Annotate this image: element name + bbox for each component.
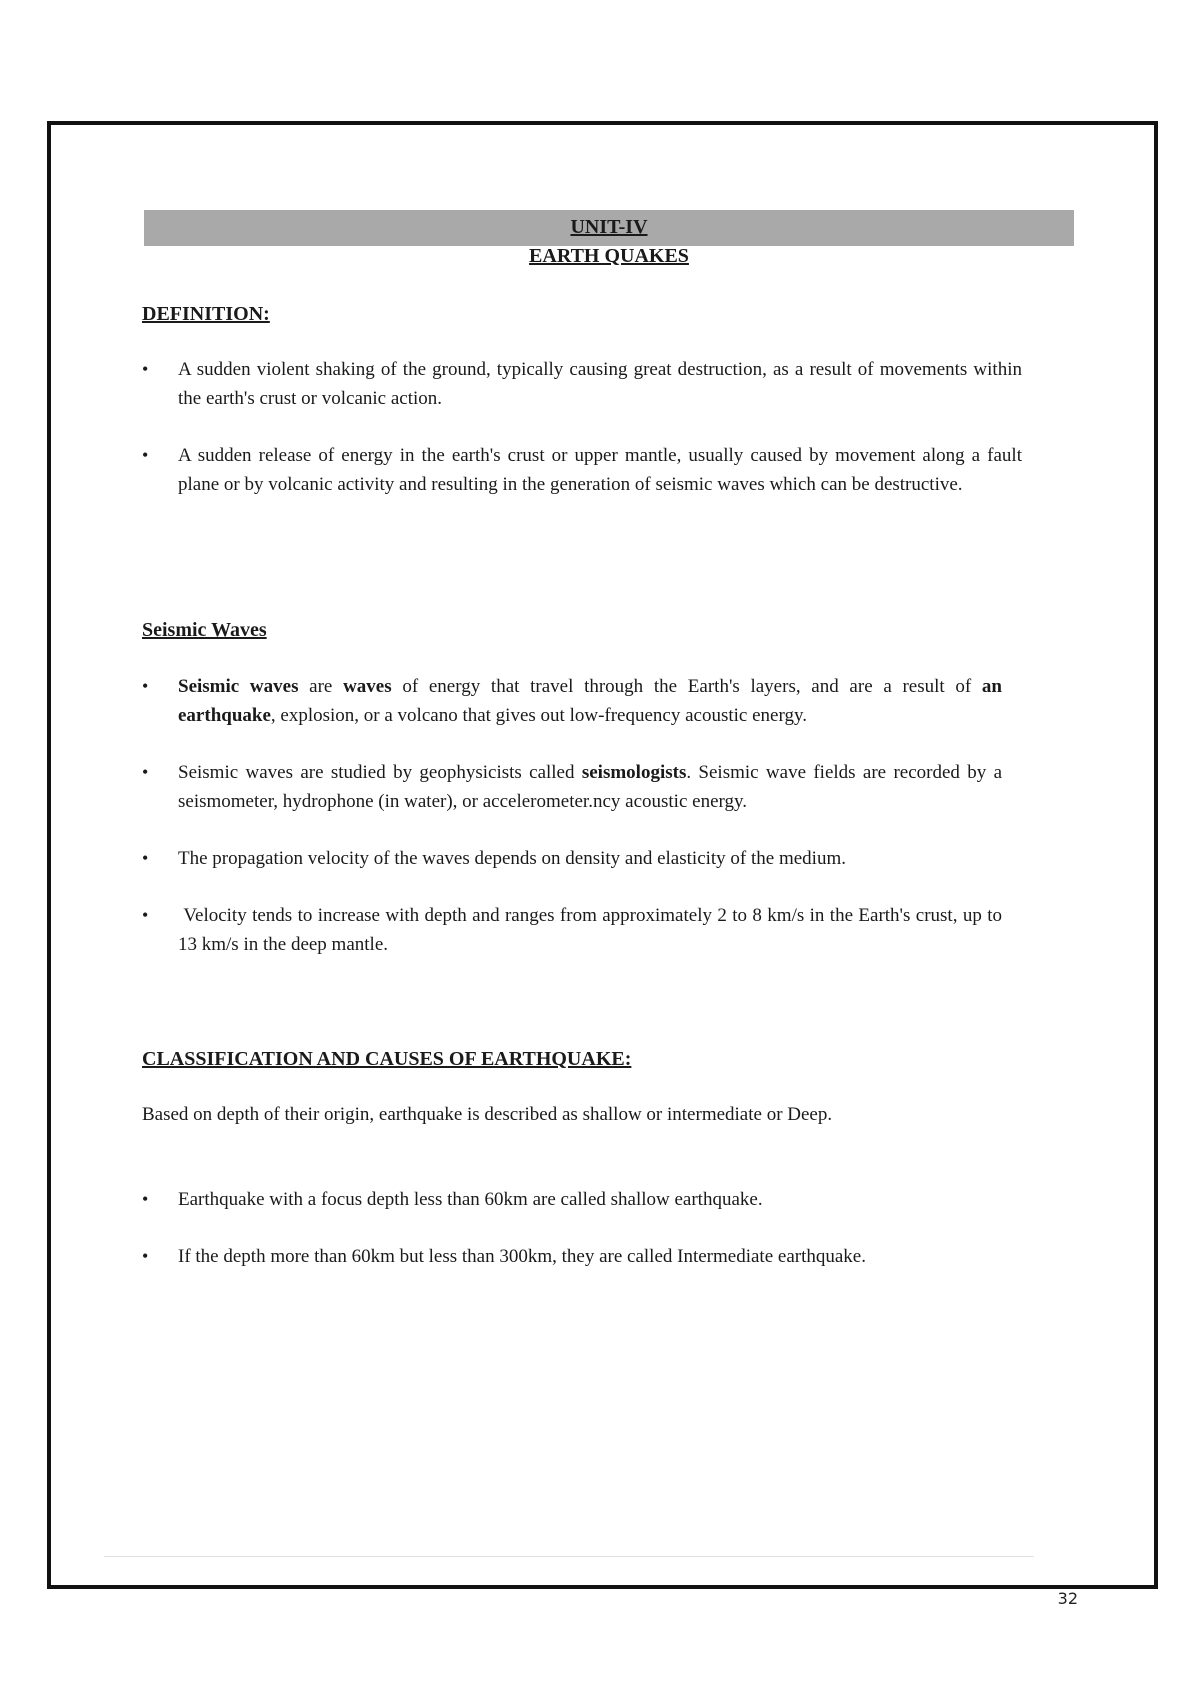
unit-title: UNIT-IV (570, 216, 648, 238)
list-item (142, 672, 1002, 730)
page-number: 32 (1057, 1589, 1078, 1608)
text-run: , explosion, or a volcano that gives out low-frequency acoustic energy. (270, 705, 807, 726)
definition-heading: DEFINITION: (142, 303, 270, 325)
bold-term: an earthquake (178, 676, 1002, 726)
classification-heading: CLASSIFICATION AND CAUSES OF EARTHQUAKE: (142, 1048, 632, 1070)
list-item: • The propagation velocity of the waves depends on density and elasticity of the medium. (142, 844, 1002, 873)
text-run: Seismic waves are studied by geophysicists called (178, 762, 582, 783)
text-run: . Seismic wave fields are recorded by a seismometer, hydrophone (in water), or accelerometer.ncy acoustic energy. (178, 762, 1003, 812)
list-item: • A sudden release of energy in the earth's crust or upper mantle, usually caused by movement along a fault plane or by volcanic activity and resulting in the generation of seismic waves which can be destructive. (142, 441, 1022, 499)
text-run: are (298, 676, 344, 697)
text-run: of energy that travel through the Earth's layers, and are a result of (391, 676, 982, 697)
seismic-waves-heading: Seismic Waves (142, 619, 267, 641)
classification-list (142, 1185, 912, 1271)
list-item: • Earthquake with a focus depth less than 60km are called shallow earthquake. (142, 1185, 912, 1214)
bold-term: seismologists (581, 762, 687, 783)
chapter-title: EARTH QUAKES (529, 245, 689, 267)
bold-term: Seismic waves (178, 676, 299, 697)
list-item (142, 758, 1002, 816)
classification-intro: Based on depth of their origin, earthquake is described as shallow or intermediate or Deep. (142, 1104, 833, 1125)
footer-divider (104, 1556, 1034, 1557)
definition-list (142, 355, 1022, 499)
list-item: • A sudden violent shaking of the ground, typically causing great destruction, as a result of movements within the earth's crust or volcanic action. (142, 355, 1022, 413)
list-item: • If the depth more than 60km but less than 300km, they are called Intermediate earthquake. (142, 1242, 912, 1271)
seismic-list (142, 672, 1007, 959)
bold-term: waves (343, 676, 392, 697)
list-item: • Velocity tends to increase with depth and ranges from approximately 2 to 8 km/s in the Earth's crust, up to 13 km/s in the deep mantle. (142, 901, 1002, 959)
